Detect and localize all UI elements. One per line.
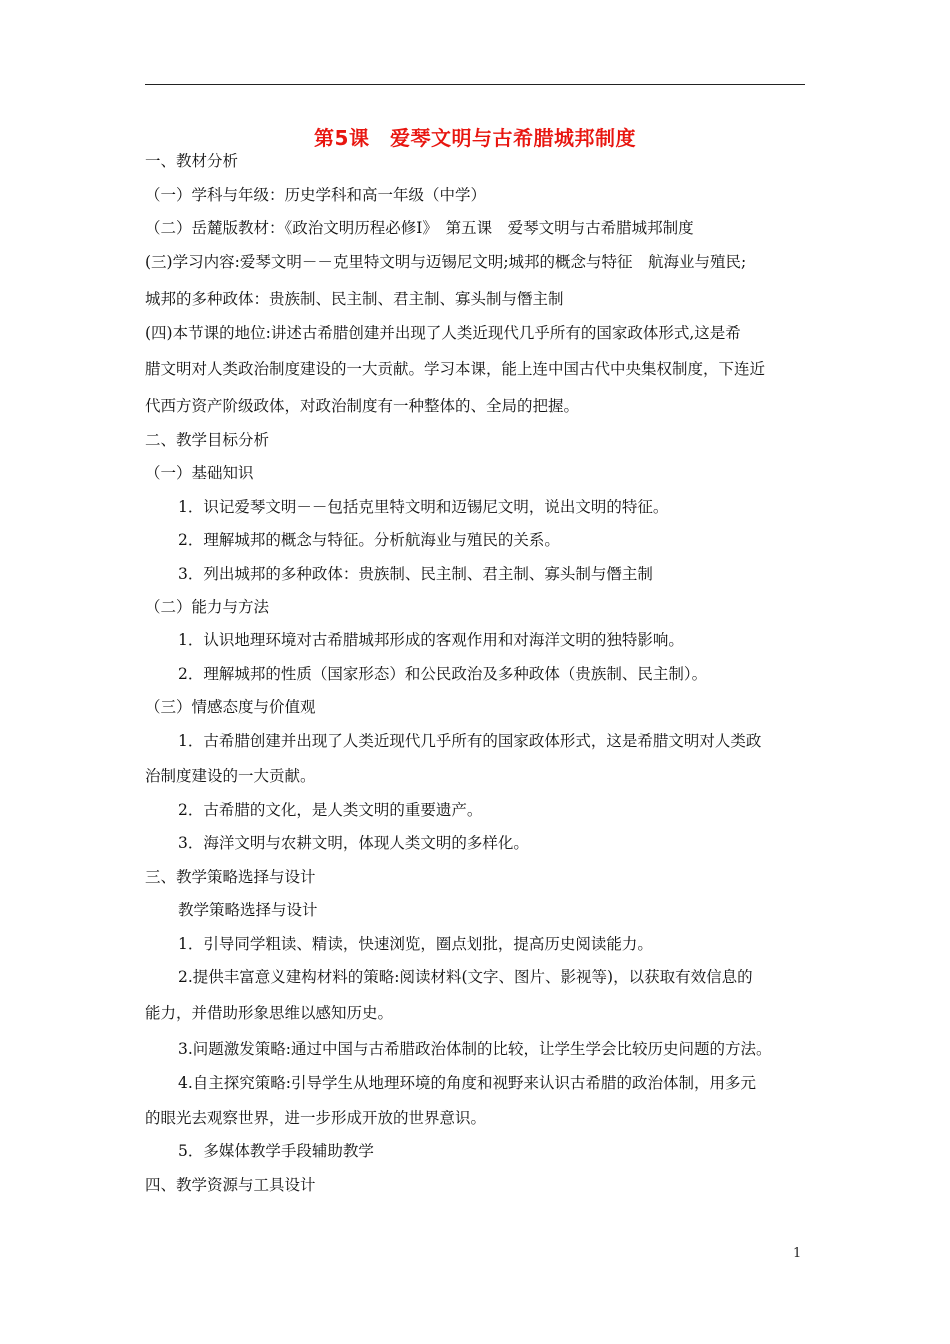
page-number: 1 (793, 1246, 802, 1261)
text-line: （二）岳麓版教材：《政治文明历程必修Ⅰ》 第五课 爱琴文明与古希腊城邦制度 (145, 219, 694, 237)
list-item: 2．古希腊的文化，是人类文明的重要遗产。 (178, 801, 483, 819)
list-item: 3．海洋文明与农耕文明，体现人类文明的多样化。 (178, 834, 529, 852)
list-item: 2．理解城邦的概念与特征。分析航海业与殖民的关系。 (178, 531, 560, 549)
section-heading: 四、教学资源与工具设计 (145, 1176, 316, 1194)
list-item: 3．列出城邦的多种政体：贵族制、民主制、君主制、寡头制与僭主制 (178, 565, 653, 583)
list-item: 1．古希腊创建并出现了人类近现代几乎所有的国家政体形式，这是希腊文明对人类政 (178, 732, 762, 750)
list-item: 1．认识地理环境对古希腊城邦形成的客观作用和对海洋文明的独特影响。 (178, 631, 684, 649)
section-heading: 一、教材分析 (145, 152, 239, 170)
section-heading: 三、教学策略选择与设计 (145, 868, 316, 886)
subsection-heading: （二）能力与方法 (145, 598, 270, 616)
list-item: 2.提供丰富意义建构材料的策略:阅读材料(文字、图片、影视等)，以获取有效信息的 (178, 968, 753, 986)
header-rule (145, 84, 805, 85)
list-item: 2．理解城邦的性质（国家形态）和公民政治及多种政体（贵族制、民主制）。 (178, 665, 708, 683)
subsection-heading: （三）情感态度与价值观 (145, 698, 316, 716)
lesson-title: 第5课 爱琴文明与古希腊城邦制度 (314, 126, 636, 150)
text-line: 代西方资产阶级政体，对政治制度有一种整体的、全局的把握。 (145, 397, 580, 415)
list-item: 4.自主探究策略:引导学生从地理环境的角度和视野来认识古希腊的政治体制，用多元 (178, 1074, 757, 1092)
text-line: 治制度建设的一大贡献。 (145, 767, 316, 785)
list-item: 1．引导同学粗读、精读，快速浏览，圈点划批，提高历史阅读能力。 (178, 935, 653, 953)
text-line: 教学策略选择与设计 (178, 901, 318, 919)
text-line: （一）学科与年级：历史学科和高一年级（中学） (145, 186, 487, 204)
text-line: (四)本节课的地位:讲述古希腊创建并出现了人类近现代几乎所有的国家政体形式,这是希 (145, 324, 741, 342)
text-line: 腊文明对人类政治制度建设的一大贡献。学习本课，能上连中国古代中央集权制度，下连近 (145, 360, 766, 378)
subsection-heading: （一）基础知识 (145, 464, 254, 482)
text-line: 城邦的多种政体：贵族制、民主制、君主制、寡头制与僭主制 (145, 290, 564, 308)
list-item: 3.问题激发策略:通过中国与古希腊政治体制的比较，让学生学会比较历史问题的方法。 (178, 1040, 772, 1058)
list-item: 1．识记爱琴文明－－包括克里特文明和迈锡尼文明，说出文明的特征。 (178, 498, 669, 516)
text-line: 的眼光去观察世界，进一步形成开放的世界意识。 (145, 1109, 487, 1127)
text-line: 能力，并借助形象思维以感知历史。 (145, 1004, 394, 1022)
text-line: (三)学习内容:爱琴文明－－克里特文明与迈锡尼文明;城邦的概念与特征 航海业与殖民; (145, 253, 747, 271)
section-heading: 二、教学目标分析 (145, 431, 270, 449)
list-item: 5．多媒体教学手段辅助教学 (178, 1142, 374, 1160)
